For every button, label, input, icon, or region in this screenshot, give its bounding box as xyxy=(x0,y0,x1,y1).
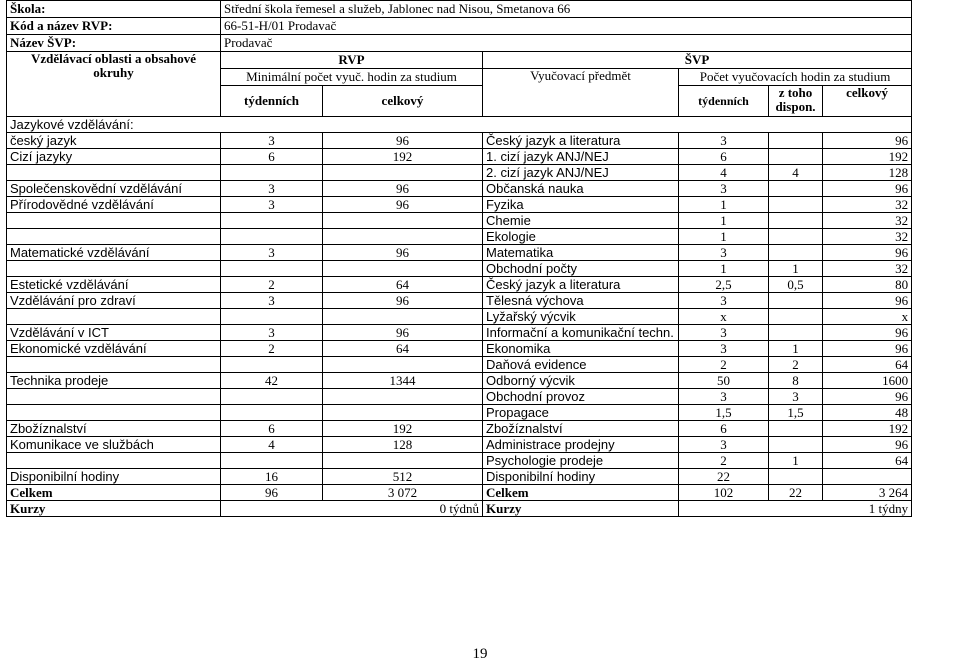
rvp-weekly-cell: 3 xyxy=(221,133,323,149)
svp-total-cell: 64 xyxy=(823,453,912,469)
svp-total-cell: 192 xyxy=(823,421,912,437)
subject-cell: Zbožíznalství xyxy=(483,421,679,437)
rvp-total-cell xyxy=(323,389,483,405)
rvp-weekly-cell xyxy=(221,261,323,277)
total-row xyxy=(7,485,912,501)
table-row xyxy=(7,405,912,421)
table-row xyxy=(7,261,912,277)
rvp-total-cell: 192 xyxy=(323,149,483,165)
rvp-total-cell: 64 xyxy=(323,341,483,357)
rvp-weekly-header: týdenních xyxy=(221,86,323,117)
svp-dispon-cell: 8 xyxy=(769,373,823,389)
subject-cell: Matematika xyxy=(483,245,679,261)
svp-dispon-cell: 1 xyxy=(769,261,823,277)
rvp-total-cell: 96 xyxy=(323,293,483,309)
area-cell xyxy=(7,453,221,469)
subject-cell: Fyzika xyxy=(483,197,679,213)
table-row xyxy=(7,469,912,485)
svp-total-cell: 32 xyxy=(823,213,912,229)
total-svp-total: 3 264 xyxy=(823,485,912,501)
rvp-total-cell: 96 xyxy=(323,133,483,149)
svp-weekly-cell: 2 xyxy=(679,453,769,469)
hours-count-header: Počet vyučovacích hodin za studium xyxy=(679,69,912,86)
table-row xyxy=(7,325,912,341)
svp-header: ŠVP xyxy=(483,52,912,69)
area-cell: Cizí jazyky xyxy=(7,149,221,165)
area-cell: Zbožíznalství xyxy=(7,421,221,437)
svp-total-cell: 64 xyxy=(823,357,912,373)
table-row xyxy=(7,309,912,325)
area-cell: Matematické vzdělávání xyxy=(7,245,221,261)
table-row xyxy=(7,213,912,229)
area-cell: Ekonomické vzdělávání xyxy=(7,341,221,357)
table-row xyxy=(7,245,912,261)
rvp-weekly-cell: 3 xyxy=(221,293,323,309)
area-cell xyxy=(7,405,221,421)
rvp-total-cell: 96 xyxy=(323,197,483,213)
svp-total-cell: 96 xyxy=(823,133,912,149)
rvp-header: RVP xyxy=(221,52,483,69)
area-cell: český jazyk xyxy=(7,133,221,149)
rvp-weekly-cell: 3 xyxy=(221,245,323,261)
svp-total-cell: 1600 xyxy=(823,373,912,389)
rvp-total-cell xyxy=(323,357,483,373)
svp-total-cell: 96 xyxy=(823,341,912,357)
rvp-total-cell xyxy=(323,229,483,245)
svp-weekly-cell: 3 xyxy=(679,181,769,197)
area-cell xyxy=(7,229,221,245)
total-rvp-total: 3 072 xyxy=(323,485,483,501)
courses-row xyxy=(7,501,912,517)
courses-subject-label: Kurzy xyxy=(483,501,679,517)
svp-weekly-cell: 2 xyxy=(679,357,769,373)
svp-total-cell: 96 xyxy=(823,325,912,341)
courses-svp: 1 týdny xyxy=(679,501,912,517)
rvp-total-cell: 128 xyxy=(323,437,483,453)
svp-dispon-cell: 1 xyxy=(769,341,823,357)
total-subject-label: Celkem xyxy=(483,485,679,501)
subject-cell: Občanská nauka xyxy=(483,181,679,197)
rvp-weekly-cell xyxy=(221,213,323,229)
svp-weekly-cell: 22 xyxy=(679,469,769,485)
area-cell: Vzdělávání pro zdraví xyxy=(7,293,221,309)
courses-label: Kurzy xyxy=(7,501,221,517)
rvp-weekly-cell: 2 xyxy=(221,341,323,357)
subject-cell: Administrace prodejny xyxy=(483,437,679,453)
table-row xyxy=(7,293,912,309)
rvp-weekly-cell xyxy=(221,309,323,325)
svp-total-cell: 32 xyxy=(823,229,912,245)
subject-cell: 1. cizí jazyk ANJ/NEJ xyxy=(483,149,679,165)
area-cell: Komunikace ve službách xyxy=(7,437,221,453)
total-svp-weekly: 102 xyxy=(679,485,769,501)
rvp-total-header: celkový xyxy=(323,86,483,117)
subject-cell: Obchodní provoz xyxy=(483,389,679,405)
rvp-weekly-cell xyxy=(221,357,323,373)
rvp-total-cell xyxy=(323,165,483,181)
svp-total-cell: 96 xyxy=(823,245,912,261)
svp-total-cell: 32 xyxy=(823,197,912,213)
svp-dispon-cell xyxy=(769,469,823,485)
svp-weekly-cell: 2,5 xyxy=(679,277,769,293)
svp-weekly-cell: 3 xyxy=(679,341,769,357)
area-cell: Společenskovědní vzdělávání xyxy=(7,181,221,197)
table-row xyxy=(7,341,912,357)
rvp-total-cell xyxy=(323,405,483,421)
svp-dispon-cell xyxy=(769,293,823,309)
table-row xyxy=(7,277,912,293)
school-value: Střední škola řemesel a služeb, Jablonec nad Nisou, Smetanova 66 xyxy=(221,1,912,18)
table-row xyxy=(7,421,912,437)
svp-dispon-cell xyxy=(769,133,823,149)
area-cell: Estetické vzdělávání xyxy=(7,277,221,293)
svp-total-cell: 96 xyxy=(823,437,912,453)
area-cell xyxy=(7,309,221,325)
area-cell xyxy=(7,213,221,229)
subject-header: Vyučovací předmět xyxy=(483,69,679,117)
svp-dispon-cell xyxy=(769,437,823,453)
area-cell: Technika prodeje xyxy=(7,373,221,389)
svp-dispon-cell: 1 xyxy=(769,453,823,469)
svp-dispon-cell xyxy=(769,245,823,261)
rvp-weekly-cell: 6 xyxy=(221,149,323,165)
rvp-total-cell: 512 xyxy=(323,469,483,485)
rvp-total-cell: 64 xyxy=(323,277,483,293)
rvp-weekly-cell xyxy=(221,389,323,405)
rvp-code-label: Kód a název RVP: xyxy=(7,18,221,35)
table-row xyxy=(7,149,912,165)
svp-weekly-cell: x xyxy=(679,309,769,325)
rvp-weekly-cell xyxy=(221,229,323,245)
subject-cell: 2. cizí jazyk ANJ/NEJ xyxy=(483,165,679,181)
svp-dispon-cell xyxy=(769,229,823,245)
school-label: Škola: xyxy=(7,1,221,18)
subject-cell: Odborný výcvik xyxy=(483,373,679,389)
svp-total-header: celkový xyxy=(823,86,912,117)
table-row xyxy=(7,165,912,181)
svp-dispon-cell: 1,5 xyxy=(769,405,823,421)
svp-total-cell: x xyxy=(823,309,912,325)
total-svp-dispon: 22 xyxy=(769,485,823,501)
svp-weekly-cell: 4 xyxy=(679,165,769,181)
svp-total-cell: 96 xyxy=(823,181,912,197)
svp-weekly-cell: 3 xyxy=(679,325,769,341)
rvp-weekly-cell xyxy=(221,165,323,181)
svp-dispon-cell xyxy=(769,309,823,325)
table-row xyxy=(7,453,912,469)
area-cell xyxy=(7,389,221,405)
svp-total-cell: 48 xyxy=(823,405,912,421)
rvp-code-value: 66-51-H/01 Prodavač xyxy=(221,18,912,35)
svp-total-cell xyxy=(823,469,912,485)
svp-weekly-cell: 1 xyxy=(679,261,769,277)
rvp-weekly-cell xyxy=(221,453,323,469)
svp-weekly-cell: 3 xyxy=(679,133,769,149)
subject-cell: Informační a komunikační techn. xyxy=(483,325,679,341)
svp-weekly-cell: 6 xyxy=(679,421,769,437)
table-row xyxy=(7,373,912,389)
area-cell: Vzdělávání v ICT xyxy=(7,325,221,341)
section-language: Jazykové vzdělávání: xyxy=(7,117,912,133)
svp-weekly-cell: 1 xyxy=(679,197,769,213)
subject-cell: Tělesná výchova xyxy=(483,293,679,309)
page-number: 19 xyxy=(472,646,488,662)
area-cell: Přírodovědné vzdělávání xyxy=(7,197,221,213)
table-row xyxy=(7,197,912,213)
subject-cell: Ekologie xyxy=(483,229,679,245)
svp-weekly-cell: 50 xyxy=(679,373,769,389)
svp-total-cell: 96 xyxy=(823,389,912,405)
subject-cell: Ekonomika xyxy=(483,341,679,357)
rvp-weekly-cell: 3 xyxy=(221,181,323,197)
subject-cell: Český jazyk a literatura xyxy=(483,277,679,293)
of-which-header: z toho dispon. xyxy=(769,86,823,117)
svp-weekly-cell: 1,5 xyxy=(679,405,769,421)
svp-total-cell: 192 xyxy=(823,149,912,165)
rvp-total-cell xyxy=(323,213,483,229)
table-row xyxy=(7,133,912,149)
rvp-weekly-cell: 3 xyxy=(221,325,323,341)
rvp-weekly-cell: 2 xyxy=(221,277,323,293)
area-header: Vzdělávací oblasti a obsahové okruhy xyxy=(7,52,221,117)
table-row xyxy=(7,389,912,405)
subject-cell: Disponibilní hodiny xyxy=(483,469,679,485)
table-row xyxy=(7,437,912,453)
rvp-weekly-cell: 4 xyxy=(221,437,323,453)
svp-dispon-cell xyxy=(769,213,823,229)
min-hours-header: Minimální počet vyuč. hodin za studium xyxy=(221,69,483,86)
rvp-weekly-cell: 16 xyxy=(221,469,323,485)
svp-weekly-cell: 3 xyxy=(679,245,769,261)
svp-dispon-cell: 3 xyxy=(769,389,823,405)
svp-total-cell: 96 xyxy=(823,293,912,309)
area-cell xyxy=(7,261,221,277)
rvp-total-cell: 1344 xyxy=(323,373,483,389)
area-cell xyxy=(7,357,221,373)
rvp-total-cell: 96 xyxy=(323,181,483,197)
svp-dispon-cell xyxy=(769,181,823,197)
subject-cell: Lyžařský výcvik xyxy=(483,309,679,325)
svp-weekly-cell: 1 xyxy=(679,229,769,245)
svp-weekly-header: týdenních xyxy=(679,86,769,117)
svp-name-value: Prodavač xyxy=(221,35,912,52)
table-row xyxy=(7,181,912,197)
total-rvp-weekly: 96 xyxy=(221,485,323,501)
rvp-weekly-cell: 42 xyxy=(221,373,323,389)
svp-dispon-cell xyxy=(769,325,823,341)
svp-dispon-cell xyxy=(769,149,823,165)
rvp-total-cell: 192 xyxy=(323,421,483,437)
svp-dispon-cell xyxy=(769,421,823,437)
subject-cell: Daňová evidence xyxy=(483,357,679,373)
svp-total-cell: 80 xyxy=(823,277,912,293)
rvp-weekly-cell xyxy=(221,405,323,421)
table-row xyxy=(7,357,912,373)
svp-dispon-cell xyxy=(769,197,823,213)
svp-dispon-cell: 0,5 xyxy=(769,277,823,293)
area-cell: Disponibilní hodiny xyxy=(7,469,221,485)
rvp-total-cell xyxy=(323,453,483,469)
rvp-weekly-cell: 3 xyxy=(221,197,323,213)
svp-dispon-cell: 4 xyxy=(769,165,823,181)
courses-rvp: 0 týdnů xyxy=(221,501,483,517)
svp-weekly-cell: 3 xyxy=(679,293,769,309)
curriculum-table xyxy=(6,0,912,517)
rvp-total-cell: 96 xyxy=(323,325,483,341)
subject-cell: Psychologie prodeje xyxy=(483,453,679,469)
rvp-total-cell: 96 xyxy=(323,245,483,261)
subject-cell: Chemie xyxy=(483,213,679,229)
svp-weekly-cell: 3 xyxy=(679,437,769,453)
svp-total-cell: 128 xyxy=(823,165,912,181)
rvp-total-cell xyxy=(323,261,483,277)
svp-weekly-cell: 3 xyxy=(679,389,769,405)
subject-cell: Obchodní počty xyxy=(483,261,679,277)
svp-total-cell: 32 xyxy=(823,261,912,277)
svp-weekly-cell: 1 xyxy=(679,213,769,229)
table-row xyxy=(7,229,912,245)
svp-dispon-cell: 2 xyxy=(769,357,823,373)
total-label: Celkem xyxy=(7,485,221,501)
subject-cell: Propagace xyxy=(483,405,679,421)
svp-weekly-cell: 6 xyxy=(679,149,769,165)
rvp-weekly-cell: 6 xyxy=(221,421,323,437)
svp-name-label: Název ŠVP: xyxy=(7,35,221,52)
area-cell xyxy=(7,165,221,181)
subject-cell: Český jazyk a literatura xyxy=(483,133,679,149)
rvp-total-cell xyxy=(323,309,483,325)
